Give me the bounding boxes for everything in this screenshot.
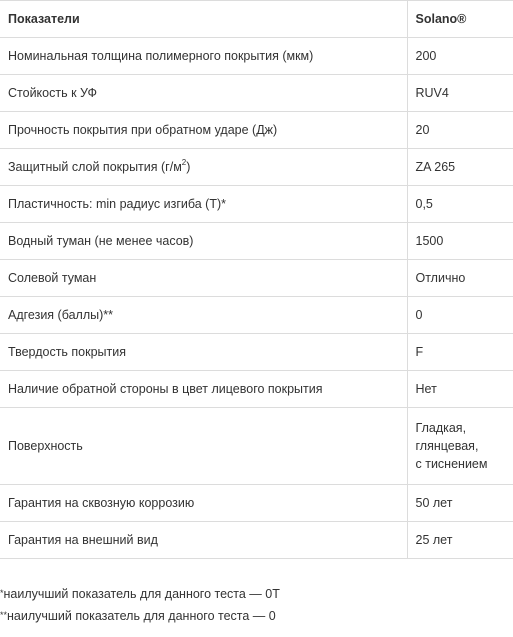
footnotes	[0, 583, 513, 627]
value-line: глянцевая,	[415, 439, 479, 453]
row-parameter: Пластичность: min радиус изгиба (Т)*	[0, 186, 407, 223]
row-value: 1500	[407, 223, 513, 260]
footnote-mark: *	[0, 588, 4, 598]
row-value: 200	[407, 38, 513, 75]
row-value: 50 лет	[407, 485, 513, 522]
table-row	[0, 408, 513, 485]
table-row	[0, 149, 513, 186]
param-superscript: 2	[181, 158, 187, 167]
row-value: ZA 265	[407, 149, 513, 186]
row-parameter: Номинальная толщина полимерного покрытия (мкм)	[0, 38, 407, 75]
row-parameter: Гарантия на внешний вид	[0, 522, 407, 559]
row-parameter: Солевой туман	[0, 260, 407, 297]
value-line: Гладкая,	[415, 421, 467, 435]
row-parameter: Стойкость к УФ	[0, 75, 407, 112]
row-value: Нет	[407, 371, 513, 408]
header-product: Solano®	[407, 1, 513, 38]
footnote-text: наилучший показатель для данного теста — 0	[7, 609, 276, 623]
row-parameter: Прочность покрытия при обратном ударе (Дж)	[0, 112, 407, 149]
table-row	[0, 485, 513, 522]
row-value: Отлично	[407, 260, 513, 297]
param-text-suffix: )	[186, 160, 191, 174]
row-value: 0	[407, 297, 513, 334]
row-parameter: Твердость покрытия	[0, 334, 407, 371]
footnote-mark: **	[0, 610, 8, 620]
param-text: Защитный слой покрытия (г/м	[8, 160, 182, 174]
footnote	[0, 583, 513, 605]
table-row	[0, 522, 513, 559]
table-row	[0, 297, 513, 334]
row-value: 25 лет	[407, 522, 513, 559]
footnote	[0, 605, 513, 627]
row-value: RUV4	[407, 75, 513, 112]
row-value	[407, 408, 513, 485]
table-header-row	[0, 1, 513, 38]
table-row	[0, 75, 513, 112]
row-parameter: Водный туман (не менее часов)	[0, 223, 407, 260]
row-parameter: Поверхность	[0, 408, 407, 485]
table-row	[0, 334, 513, 371]
value-line: с тиснением	[415, 457, 488, 471]
table-row	[0, 260, 513, 297]
row-parameter: Гарантия на сквозную коррозию	[0, 485, 407, 522]
row-parameter: Адгезия (баллы)**	[0, 297, 407, 334]
footnote-text: наилучший показатель для данного теста — 0Т	[3, 587, 280, 601]
table-row	[0, 223, 513, 260]
row-parameter: Наличие обратной стороны в цвет лицевого покрытия	[0, 371, 407, 408]
table-row	[0, 38, 513, 75]
row-parameter	[0, 149, 407, 186]
table-row	[0, 112, 513, 149]
header-parameter: Показатели	[0, 1, 407, 38]
table-row	[0, 371, 513, 408]
table-row	[0, 186, 513, 223]
row-value: 20	[407, 112, 513, 149]
row-value: F	[407, 334, 513, 371]
row-value: 0,5	[407, 186, 513, 223]
